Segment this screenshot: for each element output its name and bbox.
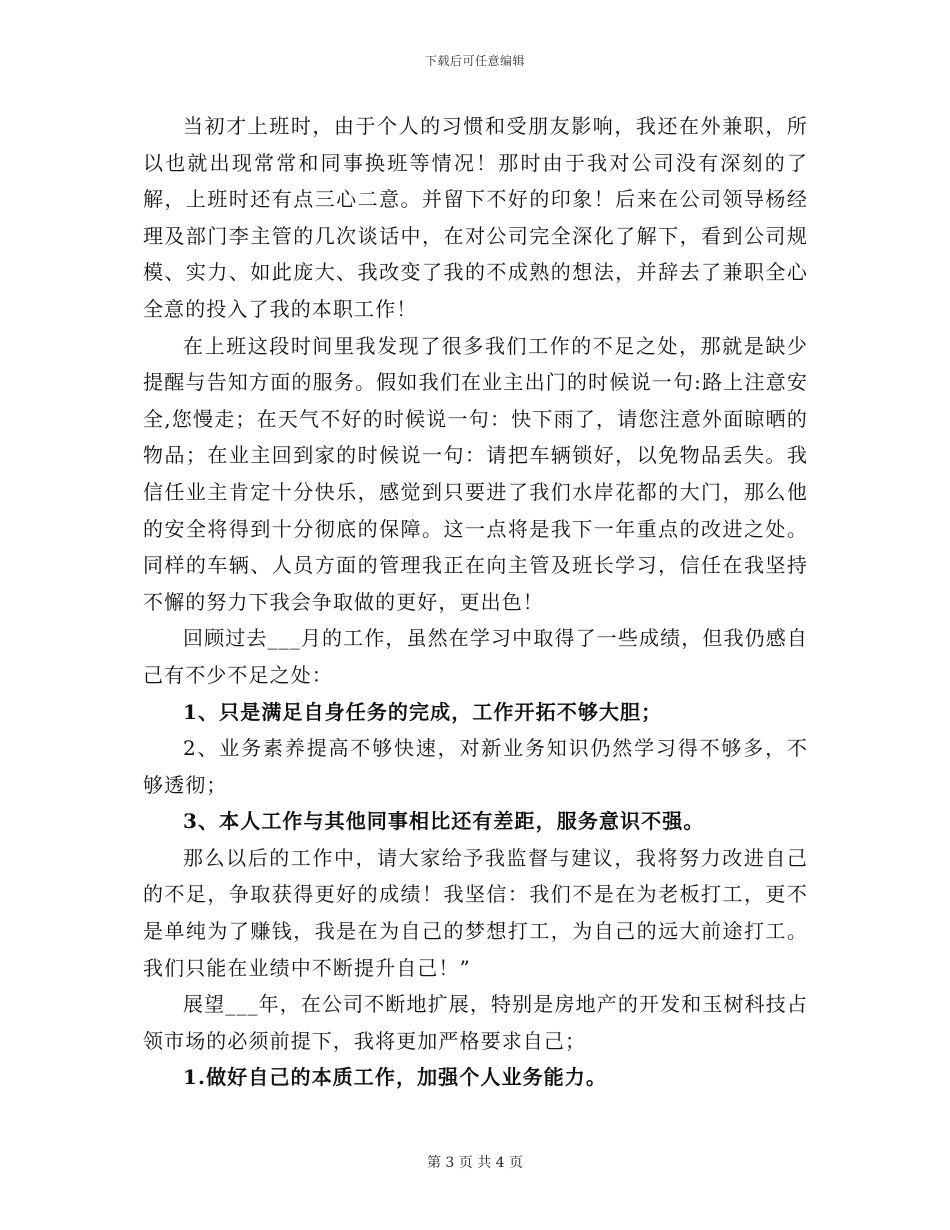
paragraph: 2、业务素养提高不够快速，对新业务知识仍然学习得不够多，不够透彻； (143, 736, 808, 797)
paragraph: 当初才上班时，由于个人的习惯和受朋友影响，我还在外兼职，所以也就出现常常和同事换班等情况！那时由于我对公司没有深刻的了解，上班时还有点三心二意。并留下不好的印象！后来在公司领导杨经理及部门李主管的几次谈话中，在对公司完全深化了解下，看到公司规模、实力、如此庞大、我改变了我的不成熟的想法，并辞去了兼职全心全意的投入了我的本职工作！ (143, 114, 808, 321)
paragraph: 在上班这段时间里我发现了很多我们工作的不足之处，那就是缺少提醒与告知方面的服务。假如我们在业主出门的时候说一句:路上注意安全,您慢走；在天气不好的时候说一句：快下雨了，请您注意外面晾晒的物品；在业主回到家的时候说一句：请把车辆锁好，以免物品丢失。我信任业主肯定十分快乐，感觉到只要进了我们水岸花都的大门，那么他的安全将得到十分彻底的保障。这一点将是我下一年重点的改进之处。同样的车辆、人员方面的管理我正在向主管及班长学习，信任在我坚持不懈的努力下我会争取做的更好，更出色！ (143, 333, 808, 614)
paragraph-bold-item: 1.做好自己的本质工作，加强个人业务能力。 (183, 1065, 607, 1090)
page-header-note: 下载后可任意编辑 (424, 54, 525, 68)
paragraph-bold-item: 3、本人工作与其他同事相比还有差距，服务意识不强。 (183, 809, 705, 834)
document-body (143, 108, 808, 1096)
page-number: 第 3 页 共 4 页 (426, 1155, 524, 1171)
paragraph: 那么以后的工作中，请大家给予我监督与建议，我将努力改进自己的不足，争取获得更好的成绩！我坚信：我们不是在为老板打工，更不是单纯为了赚钱，我是在为自己的梦想打工，为自己的远大前途打工。我们只能在业绩中不断提升自己！” (143, 845, 808, 980)
paragraph: 回顾过去___月的工作，虽然在学习中取得了一些成绩，但我仍感自己有不少不足之处： (143, 626, 808, 687)
paragraph-bold-item: 1、只是满足自身任务的完成，工作开拓不够大胆； (183, 699, 663, 724)
paragraph: 展望___年，在公司不断地扩展，特别是房地产的开发和玉树科技占领市场的必须前提下，我将更加严格要求自己； (143, 992, 808, 1053)
